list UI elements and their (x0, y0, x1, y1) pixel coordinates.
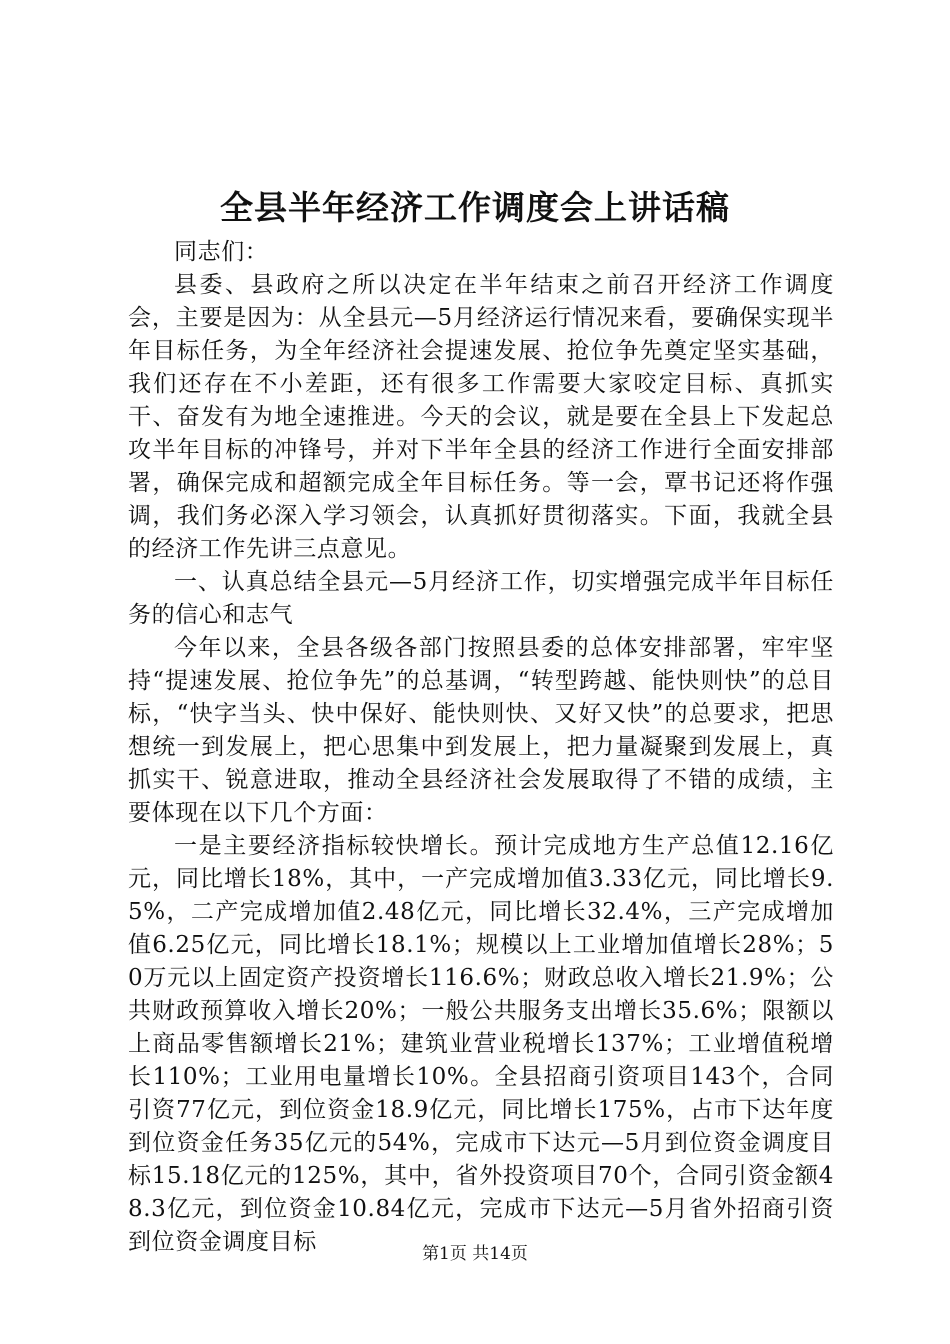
intro-paragraph: 县委、县政府之所以决定在半年结束之前召开经济工作调度会，主要是因为：从全县元—5月经济运行情况来看，要确保实现半年目标任务，为全年经济社会提速发展、抢位争先奠定坚实基础，我们还存在不小差距，还有很多工作需要大家咬定目标、真抓实干、奋发有为地全速推进。今天的会议，就是要在全县上下发起总攻半年目标的冲锋号，并对下半年全县的经济工作进行全面安排部署，确保完成和超额完成全年目标任务。等一会，覃书记还将作强调，我们务必深入学习领会，认真抓好贯彻落实。下面，我就全县的经济工作先讲三点意见。 (128, 272, 834, 562)
document-body (128, 236, 834, 1259)
summary-paragraph: 今年以来，全县各级各部门按照县委的总体安排部署，牢牢坚持“提速发展、抢位争先”的总基调，“转型跨越、能快则快”的总目标，“快字当头、快中保好、能快则快、又好又快”的总要求，把思想统一到发展上，把心思集中到发展上，把力量凝聚到发展上，真抓实干、锐意进取，推动全县经济社会发展取得了不错的成绩，主要体现在以下几个方面： (128, 635, 834, 826)
section-heading-paragraph: 一、认真总结全县元—5月经济工作，切实增强完成半年目标任务的信心和志气 (128, 569, 834, 628)
salutation-paragraph: 同志们： (174, 239, 269, 265)
page-footer: 第1页 共14页 (422, 1244, 528, 1264)
indicators-paragraph: 一是主要经济指标较快增长。预计完成地方生产总值12.16亿元，同比增长18%，其中，一产完成增加值3.33亿元，同比增长9.5%，二产完成增加值2.48亿元，同比增长32.4%，三产完成增加值6.25亿元，同比增长18.1%；规模以上工业增加值增长28%；50万元以上固定资产投资增长116.6%；财政总收入增长21.9%；公共财政预算收入增长20%；一般公共服务支出增长35.6%；限额以上商品零售额增长21%；建筑业营业税增长137%；工业增值税增长110%；工业用电量增长10%。全县招商引资项目143个，合同引资77亿元，到位资金18.9亿元，同比增长175%，占市下达年度到位资金任务35亿元的54%，完成市下达元—5月到位资金调度目标15.18亿元的125%，其中，省外投资项目70个，合同引资金额48.3亿元，到位资金10.84亿元，完成市下达元—5月省外招商引资到位资金调度目标 (128, 833, 834, 1255)
document-title: 全县半年经济工作调度会上讲话稿 (220, 188, 730, 227)
